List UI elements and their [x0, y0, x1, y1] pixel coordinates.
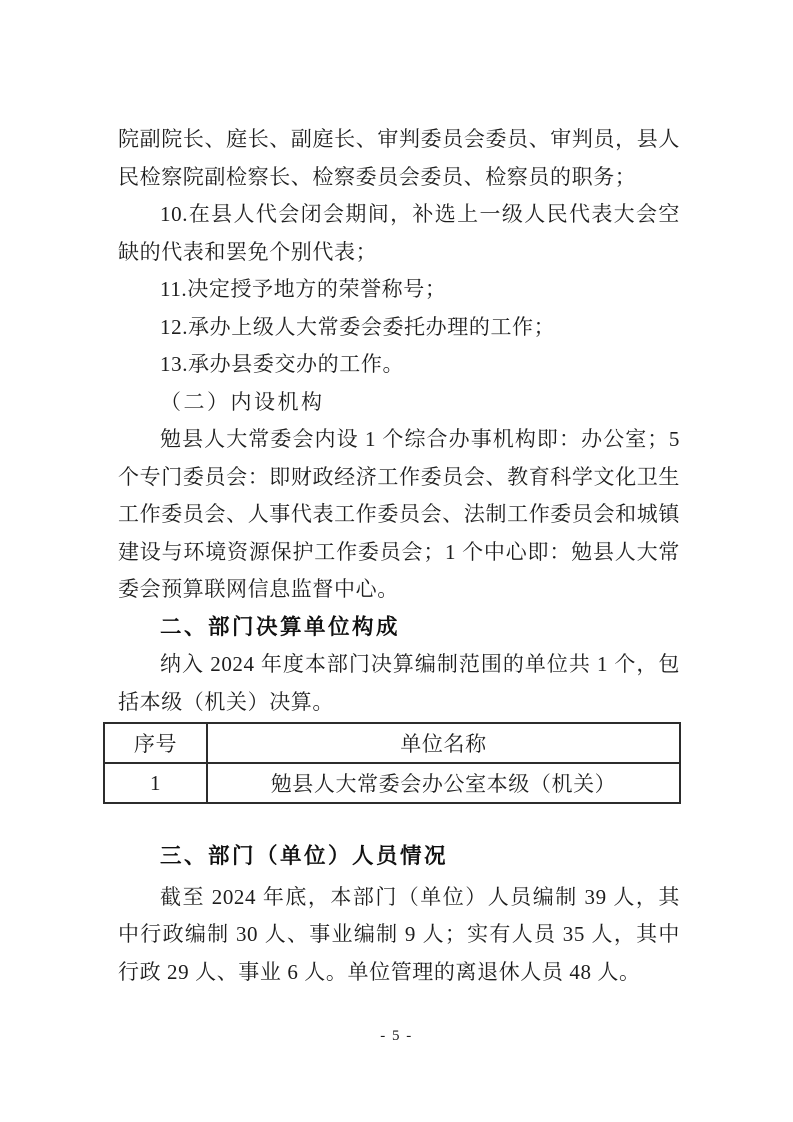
paragraph-staff: 截至 2024 年底，本部门（单位）人员编制 39 人，其中行政编制 30 人、事业编制 9 人；实有人员 35 人，其中行政 29 人、事业 6 人。单位管理的离退休人员 48 人。 — [118, 884, 680, 984]
paragraph-item-10: 10.在县人代会闭会期间，补选上一级人民代表大会空缺的代表和罢免个别代表； — [118, 202, 680, 264]
section-heading-final-accounts-units: 二、部门决算单位构成 — [160, 614, 401, 639]
table-cell-index: 1 — [104, 763, 207, 803]
table-header-unit-name: 单位名称 — [207, 723, 680, 763]
paragraph-item-11: 11.决定授予地方的荣誉称号； — [160, 277, 447, 301]
table-cell-unit-name: 勉县人大常委会办公室本级（机关） — [207, 763, 680, 803]
table-header-index: 序号 — [104, 723, 207, 763]
section-heading-personnel: 三、部门（单位）人员情况 — [160, 844, 449, 868]
paragraph-item-13: 13.承办县委交办的工作。 — [160, 352, 405, 376]
subsection-heading-internal-organs: （二）内设机构 — [160, 389, 325, 414]
page-number: - 5 - — [380, 1028, 413, 1044]
table-header-row — [104, 723, 680, 763]
paragraph-judicial-positions-continuation: 院副院长、庭长、副庭长、审判委员会委员、审判员，县人民检察院副检察长、检察委员会委员、检察员的职务； — [118, 127, 680, 189]
unit-list-table — [103, 722, 681, 804]
paragraph-internal-structure: 勉县人大常委会内设 1 个综合办事机构即：办公室；5 个专门委员会：即财政经济工作委员会、教育科学文化卫生工作委员会、人事代表工作委员会、法制工作委员会和城镇建设与环境资源保护工作委员会；1 个中心即：勉县人大常委会预算联网信息监督中心。 — [118, 427, 680, 601]
paragraph-scope: 纳入 2024 年度本部门决算编制范围的单位共 1 个，包括本级（机关）决算。 — [118, 652, 680, 714]
document-content — [118, 121, 680, 991]
table-row — [104, 763, 680, 803]
paragraph-item-12: 12.承办上级人大常委会委托办理的工作； — [160, 314, 556, 339]
